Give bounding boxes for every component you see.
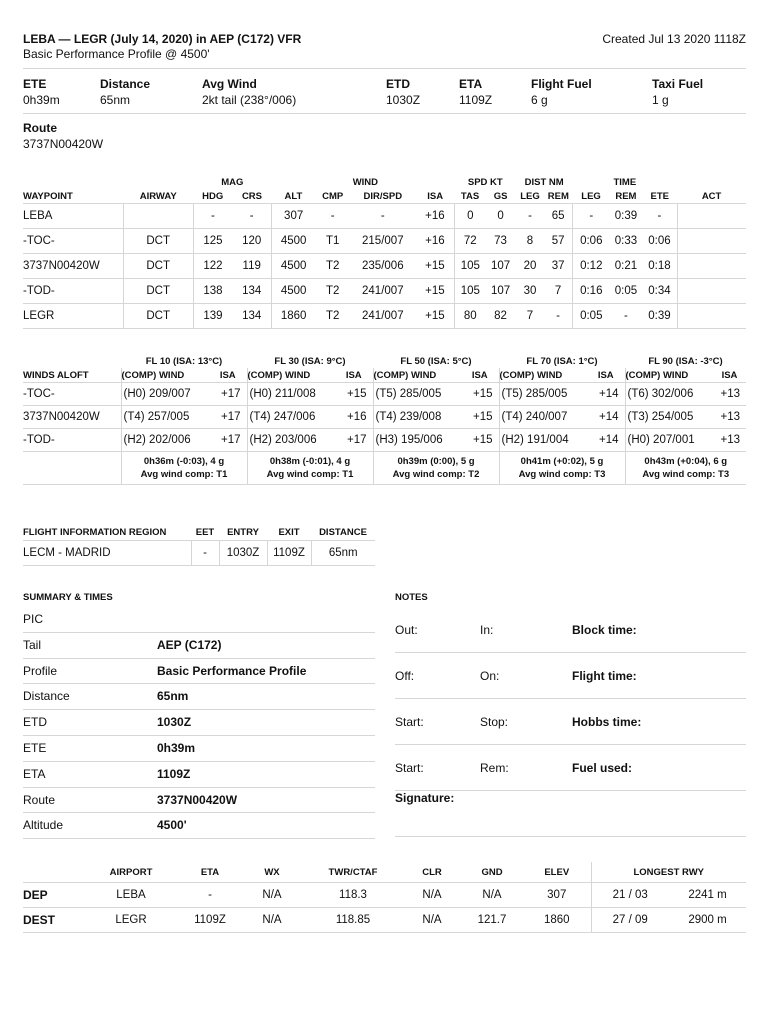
comp-wind-header: (COMP) WIND [625,368,713,383]
col-twr-ctaf: TWR/CTAF [328,866,378,878]
cell-dir-spd: 241/007 [350,304,415,329]
winds-level-90: FL 90 (ISA: -3°C) [648,355,723,367]
navlog-header-row [23,189,746,204]
summary-row [23,762,375,788]
airport-rwy: 21 / 03 [591,883,669,908]
col-isa: ISA [427,190,444,202]
winds-level-50: FL 50 (ISA: 5°C) [400,355,472,367]
cell-hdg: 125 [193,229,232,254]
airport-gnd: 121.7 [461,908,523,933]
winds-isa: +17 [335,429,373,452]
cell-act [677,254,746,279]
summary-row [23,788,375,814]
col-airway: AIRWAY [139,190,177,202]
cell-dir-spd: 235/006 [350,254,415,279]
cell-hdg: 138 [193,279,232,304]
cell-time-rem: 0:33 [610,229,643,254]
winds-footer-comp: Avg wind comp: T2 [392,469,480,480]
col-longest-rwy: LONGEST RWY [591,862,746,883]
col-gs: GS [493,190,508,202]
cell-cmp: T2 [315,304,350,329]
winds-isa: +17 [209,406,247,429]
summary-row [23,813,375,839]
winds-footer-time: 0h38m (-0:01), 4 g [269,456,351,467]
airport-clr: N/A [403,883,461,908]
cell-isa: +16 [416,229,455,254]
winds-footer-comp: Avg wind comp: T3 [642,469,730,480]
summary-value: 1030Z [157,715,192,730]
winds-footer-comp: Avg wind comp: T3 [518,469,606,480]
winds-comp-wind: (H3) 195/006 [373,429,461,452]
cell-dist-leg: 8 [516,229,544,254]
winds-isa: +17 [209,383,247,406]
summary-value: Basic Performance Profile [157,663,307,678]
summary-value: 3737N00420W [157,792,238,807]
col-crs: CRS [241,190,262,202]
col-hdg: HDG [202,190,224,202]
airport-eta: - [179,883,241,908]
col-waypoint: WAYPOINT [23,190,73,202]
notes-list [395,607,746,837]
cell-gs: 73 [485,229,516,254]
cell-alt: 4500 [272,279,316,304]
isa-header: ISA [721,369,738,381]
cell-dir-spd: 241/007 [350,279,415,304]
summary-label: Profile [23,663,58,678]
group-time: TIME [613,176,637,188]
winds-footer-cell [121,452,247,485]
winds-footer-cell [373,452,499,485]
cell-act [677,304,746,329]
winds-isa: +13 [713,429,746,452]
airport-airport: LEBA [83,883,179,908]
airport-rwy-length: 2241 m [669,883,746,908]
eta-label: ETA [459,77,483,91]
ete-label: ETE [23,77,47,91]
winds-isa: +14 [587,383,625,406]
cell-isa: +15 [416,304,455,329]
flight-fuel-label: Flight Fuel [531,77,592,91]
cell-dist-leg: 30 [516,279,544,304]
cell-airway [123,204,193,229]
winds-isa: +15 [335,383,373,406]
airport-twr-ctaf: 118.85 [303,908,403,933]
cell-ete: - [642,204,677,229]
summary-value: 4500' [157,818,187,833]
notes-field: Off: [395,669,415,683]
winds-isa: +15 [461,383,499,406]
cell-dist-leg: - [516,204,544,229]
col-cmp: CMP [322,190,344,202]
notes-field: In: [480,623,494,637]
airport-wx: N/A [241,883,303,908]
fir-distance: 65nm [311,541,375,566]
cell-time-leg: 0:12 [573,254,610,279]
signature-label: Signature: [395,791,455,805]
winds-footer-time: 0h41m (+0:02), 5 g [520,456,604,467]
cell-cmp: T2 [315,279,350,304]
summary-label: Route [23,792,56,807]
col-alt: ALT [284,190,303,202]
notes-field: Start: [395,715,424,729]
winds-comp-wind: (T3) 254/005 [625,406,713,429]
route-value: 3737N00420W [23,137,104,151]
winds-comp-wind: (T4) 239/008 [373,406,461,429]
notes-total-label: Fuel used: [572,761,633,775]
cell-crs: 120 [232,229,271,254]
cell-time-rem: 0:21 [610,254,643,279]
winds-comp-wind: (T5) 285/005 [373,383,461,406]
summary-value: 65nm [157,689,189,704]
winds-footer-cell [499,452,625,485]
fir-col-distance: DISTANCE [319,526,367,538]
table-row [23,541,375,566]
taxi-fuel-value: 1 g [652,93,669,107]
divider [23,113,746,114]
fir-region: LECM - MADRID [23,541,191,566]
winds-waypoint: 3737N00420W [23,406,121,429]
cell-time-rem: 0:39 [610,204,643,229]
col-clr: CLR [422,866,442,878]
col-act: ACT [701,190,722,202]
winds-waypoint: -TOD- [23,429,121,452]
table-row [23,254,746,279]
distance-value: 65nm [100,93,131,107]
summary-value: AEP (C172) [157,637,222,652]
cell-waypoint: 3737N00420W [23,254,123,279]
notes-title: NOTES [395,592,428,603]
navlog-table [23,175,746,329]
airport-twr-ctaf: 118.3 [303,883,403,908]
group-spd: SPD KT [467,176,503,188]
cell-crs: 119 [232,254,271,279]
col-wx: WX [264,866,280,878]
summary-label: ETA [23,766,46,781]
col-tas: TAS [460,190,480,202]
summary-label: ETD [23,715,47,730]
isa-header: ISA [345,369,362,381]
winds-comp-wind: (T5) 285/005 [499,383,587,406]
winds-level-10: FL 10 (ISA: 13°C) [145,355,223,367]
cell-dist-leg: 7 [516,304,544,329]
col-airport: AIRPORT [109,866,153,878]
airport-rwy-length: 2900 m [669,908,746,933]
airport-role: DEST [23,908,83,933]
winds-comp-wind: (T4) 240/007 [499,406,587,429]
table-row [23,229,746,254]
summary-value: 0h39m [157,740,196,755]
summary-row [23,659,375,685]
eta-value: 1109Z [459,93,493,107]
notes-field: On: [480,669,500,683]
winds-footer-time: 0h36m (-0:03), 4 g [143,456,225,467]
winds-comp-wind: (H0) 207/001 [625,429,713,452]
cell-tas: 105 [455,279,486,304]
cell-ete: 0:18 [642,254,677,279]
group-mag: MAG [221,176,244,188]
cell-airway: DCT [123,304,193,329]
summary-label: ETE [23,740,47,755]
col-time-rem: REM [615,190,637,202]
cell-tas: 80 [455,304,486,329]
summary-times-list [23,607,375,839]
cell-waypoint: LEGR [23,304,123,329]
notes-row [395,699,746,745]
page-title: LEBA — LEGR (July 14, 2020) in AEP (C172) VFR [23,32,302,46]
cell-tas: 0 [455,204,486,229]
airport-elev: 1860 [523,908,591,933]
cell-alt: 307 [272,204,316,229]
col-dist-rem: REM [547,190,569,202]
winds-isa: +15 [461,429,499,452]
cell-isa: +15 [416,279,455,304]
route-label: Route [23,121,57,135]
winds-footer-cell [247,452,373,485]
winds-comp-wind: (T4) 247/006 [247,406,335,429]
winds-comp-wind: (H2) 191/004 [499,429,587,452]
cell-crs: - [232,204,271,229]
avg-wind-label: Avg Wind [202,77,257,91]
winds-footer-cell [625,452,746,485]
col-gnd: GND [481,866,503,878]
taxi-fuel-label: Taxi Fuel [652,77,704,91]
col-time-leg: LEG [581,190,601,202]
cell-dir-spd: 215/007 [350,229,415,254]
cell-cmp: - [315,204,350,229]
comp-wind-header: (COMP) WIND [373,368,461,383]
cell-dist-leg: 20 [516,254,544,279]
summary-label: PIC [23,612,44,626]
winds-aloft-table [23,354,746,485]
comp-wind-header: (COMP) WIND [247,368,335,383]
winds-comp-wind: (H0) 209/007 [121,383,209,406]
winds-comp-wind: (T6) 302/006 [625,383,713,406]
cell-time-rem: - [610,304,643,329]
col-ete: ETE [650,190,669,202]
cell-gs: 107 [485,254,516,279]
cell-hdg: 139 [193,304,232,329]
cell-waypoint: -TOD- [23,279,123,304]
summary-value: 1109Z [157,766,191,781]
table-row [23,406,746,429]
table-row [23,204,746,229]
cell-dist-rem: 7 [544,279,572,304]
cell-act [677,204,746,229]
cell-dist-rem: - [544,304,572,329]
winds-comp-wind: (H2) 202/006 [121,429,209,452]
table-row [23,304,746,329]
avg-wind-value: 2kt tail (238°/006) [202,93,297,107]
airports-header-row [23,862,746,883]
cell-gs: 82 [485,304,516,329]
isa-header: ISA [471,369,488,381]
cell-isa: +16 [416,204,455,229]
cell-airway: DCT [123,279,193,304]
cell-gs: 107 [485,279,516,304]
comp-wind-header: (COMP) WIND [121,368,209,383]
cell-cmp: T2 [315,254,350,279]
col-elev: ELEV [544,866,570,878]
summary-row [23,607,375,633]
cell-gs: 0 [485,204,516,229]
cell-isa: +15 [416,254,455,279]
summary-row [23,710,375,736]
cell-waypoint: LEBA [23,204,123,229]
fir-col-eet: EET [195,526,215,538]
cell-hdg: 122 [193,254,232,279]
winds-header-row [23,368,746,383]
cell-cmp: T1 [315,229,350,254]
col-blank [23,862,83,883]
airport-gnd: N/A [461,883,523,908]
cell-tas: 72 [455,229,486,254]
cell-dist-rem: 37 [544,254,572,279]
winds-waypoint: -TOC- [23,383,121,406]
notes-field: Rem: [480,761,509,775]
etd-value: 1030Z [386,93,421,107]
comp-wind-header: (COMP) WIND [499,368,587,383]
fir-col-entry: ENTRY [227,526,259,538]
airport-wx: N/A [241,908,303,933]
summary-row [23,736,375,762]
summary-label: Distance [23,689,70,704]
winds-footer-comp: Avg wind comp: T1 [266,469,354,480]
notes-row [395,607,746,653]
airport-eta: 1109Z [179,908,241,933]
airport-role: DEP [23,883,83,908]
winds-comp-wind: (H2) 203/006 [247,429,335,452]
group-wind: WIND [352,176,379,188]
winds-footer-blank [23,452,121,485]
cell-act [677,279,746,304]
airports-table [23,862,746,933]
cell-waypoint: -TOC- [23,229,123,254]
cell-hdg: - [193,204,232,229]
isa-header: ISA [219,369,236,381]
airport-elev: 307 [523,883,591,908]
airport-airport: LEGR [83,908,179,933]
cell-tas: 105 [455,254,486,279]
cell-crs: 134 [232,279,271,304]
cell-ete: 0:39 [642,304,677,329]
winds-isa: +13 [713,406,746,429]
winds-isa: +15 [461,406,499,429]
cell-time-leg: - [573,204,610,229]
cell-dist-rem: 57 [544,229,572,254]
cell-time-leg: 0:06 [573,229,610,254]
notes-total-label: Block time: [572,623,637,637]
winds-level-30: FL 30 (ISA: 9°C) [274,355,346,367]
cell-ete: 0:34 [642,279,677,304]
winds-footer-comp: Avg wind comp: T1 [140,469,228,480]
winds-title: WINDS ALOFT [23,369,89,381]
cell-ete: 0:06 [642,229,677,254]
col-dirspd: DIR/SPD [363,190,403,202]
col-eta: ETA [200,866,220,878]
summary-row [23,684,375,710]
summary-times-title: SUMMARY & TIMES [23,592,113,603]
airport-rwy: 27 / 09 [591,908,669,933]
cell-alt: 4500 [272,229,316,254]
cell-time-leg: 0:05 [573,304,610,329]
cell-alt: 1860 [272,304,316,329]
col-dist-leg: LEG [520,190,540,202]
winds-isa: +16 [335,406,373,429]
table-row [23,279,746,304]
winds-comp-wind: (H0) 211/008 [247,383,335,406]
fir-exit: 1109Z [267,541,311,566]
notes-total-label: Hobbs time: [572,715,642,729]
fir-col-exit: EXIT [278,526,300,538]
notes-row [395,745,746,791]
cell-alt: 4500 [272,254,316,279]
created-timestamp: Created Jul 13 2020 1118Z [602,32,746,46]
flight-fuel-value: 6 g [531,93,548,107]
fir-eet: - [191,541,219,566]
summary-row [23,633,375,659]
cell-time-leg: 0:16 [573,279,610,304]
winds-isa: +14 [587,429,625,452]
winds-footer-row [23,452,746,485]
page-subtitle: Basic Performance Profile @ 4500' [23,47,210,61]
group-dist: DIST NM [524,176,564,188]
notes-field: Stop: [480,715,509,729]
winds-isa: +13 [713,383,746,406]
cell-dist-rem: 65 [544,204,572,229]
cell-dir-spd: - [350,204,415,229]
notes-field: Start: [395,761,424,775]
winds-footer-time: 0h39m (0:00), 5 g [397,456,475,467]
winds-comp-wind: (T4) 257/005 [121,406,209,429]
winds-isa: +14 [587,406,625,429]
fir-table [23,524,375,566]
cell-airway: DCT [123,229,193,254]
winds-footer-time: 0h43m (+0:04), 6 g [644,456,728,467]
winds-level-70: FL 70 (ISA: 1°C) [526,355,598,367]
cell-act [677,229,746,254]
isa-header: ISA [597,369,614,381]
distance-label: Distance [100,77,151,91]
cell-time-rem: 0:05 [610,279,643,304]
table-row [23,383,746,406]
etd-label: ETD [386,77,410,91]
table-row [23,429,746,452]
airport-clr: N/A [403,908,461,933]
fir-col-region: FLIGHT INFORMATION REGION [23,526,167,538]
ete-value: 0h39m [23,93,60,107]
table-row [23,908,746,933]
notes-row [395,653,746,699]
summary-label: Altitude [23,818,64,833]
winds-isa: +17 [209,429,247,452]
divider [23,68,746,69]
summary-label: Tail [23,637,42,652]
table-row [23,883,746,908]
cell-airway: DCT [123,254,193,279]
notes-field: Out: [395,623,418,637]
notes-total-label: Flight time: [572,669,637,683]
fir-entry: 1030Z [219,541,267,566]
cell-crs: 134 [232,304,271,329]
